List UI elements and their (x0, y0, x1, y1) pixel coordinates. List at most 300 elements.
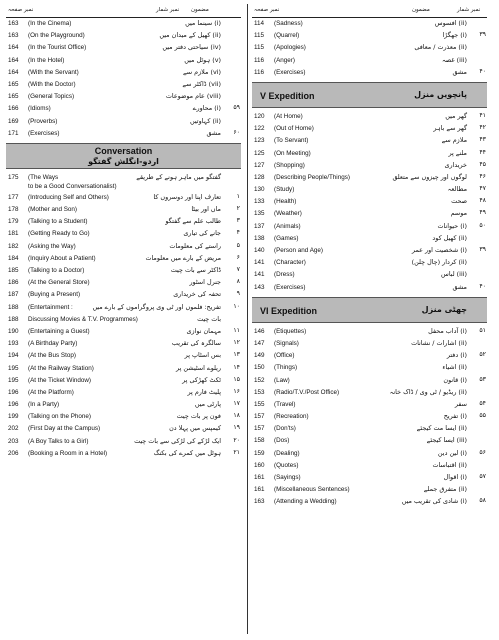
serial-number: ۳ (236, 217, 240, 225)
urdu-title: (ii) اشارات / نشانات (411, 338, 467, 347)
page-number: 178 (8, 206, 19, 214)
page-number: 116 (254, 68, 265, 76)
urdu-title: کیمپس میں پہلا دن (169, 424, 221, 433)
urdu-title: ہوٹل میں کمرے کی بکنگ (153, 448, 221, 457)
conversation-section-band (6, 143, 241, 169)
serial-number: ۶۰ (233, 128, 240, 136)
urdu-title: (vii) ڈاکٹر سے (182, 79, 221, 88)
english-title: Discussing Movies & T.V. Programmes) (28, 315, 138, 323)
page-number: 193 (8, 340, 19, 348)
english-title: (Exercises) (28, 129, 60, 137)
page-number: 195 (8, 376, 19, 384)
page-number: 141 (254, 259, 265, 267)
serial-number: ۵۰ (479, 221, 486, 229)
serial-number: ۱۸ (233, 412, 240, 420)
serial-number: ۱ (236, 192, 240, 200)
urdu-title: راستے کی معلومات (169, 241, 221, 250)
english-title: (Shopping) (274, 161, 305, 169)
page-number: 194 (8, 352, 19, 360)
page-number: 188 (8, 303, 19, 311)
serial-number: ۱۴ (233, 363, 240, 371)
urdu-title: مریض کے بارے میں معلومات (145, 253, 221, 262)
v-expedition-list (252, 111, 487, 294)
toc-entry (252, 148, 487, 160)
english-title: (Sayings) (274, 474, 301, 481)
serial-number: ۶ (236, 253, 240, 261)
english-title: (With the Servant) (28, 68, 79, 76)
toc-entry (252, 338, 487, 350)
urdu-title: (ii) اشیاء (442, 363, 467, 372)
toc-entry (252, 184, 487, 196)
urdu-title: مطالعہ (447, 185, 467, 194)
page-number: 195 (8, 364, 19, 372)
urdu-title: (ii) ایسا مت کیجئے (416, 424, 467, 433)
page-number: 140 (254, 247, 265, 254)
urdu-title: (iv) سیاحتی دفتر میں (162, 43, 221, 52)
english-title: (Describing People/Things) (274, 173, 350, 181)
toc-entry (252, 257, 487, 269)
english-title: (Proverbs) (28, 117, 58, 125)
section-title: V Expedition (260, 90, 315, 101)
serial-number: ۴۱ (479, 111, 486, 119)
toc-entry (252, 111, 487, 123)
page-number: 169 (8, 117, 19, 125)
english-title: (General Topics) (28, 93, 75, 101)
page-number: 116 (254, 56, 265, 64)
english-title: (Quotes) (274, 461, 299, 469)
page-number: 203 (8, 437, 19, 445)
toc-entry (6, 67, 241, 79)
toc-entry (6, 103, 241, 115)
serial-number: ۵۹ (233, 104, 240, 112)
toc-entry (6, 18, 241, 30)
conversation-list (6, 172, 241, 460)
page-number: 157 (254, 413, 265, 421)
page-number: 164 (8, 68, 19, 76)
serial-number: ۵۷ (479, 473, 486, 480)
serial-number: ۳۹ (479, 246, 486, 253)
serial-number-heading: نمبر شمار (156, 7, 180, 13)
english-title: (Anger) (274, 56, 295, 64)
english-title: (With the Doctor) (28, 80, 76, 88)
urdu-title: مشق (206, 128, 221, 137)
english-title: (Sadness) (274, 20, 303, 27)
english-title: (Dealing) (274, 449, 300, 457)
page-number: 163 (8, 32, 19, 40)
page-number: 202 (8, 425, 19, 433)
page-number: 160 (254, 461, 265, 469)
english-title: (Office) (274, 352, 295, 360)
english-title: (Character) (274, 259, 306, 267)
toc-entry (6, 55, 241, 67)
urdu-title: تفریح: فلموں اور ٹی وی پروگراموں کے بارے میں (92, 302, 221, 311)
urdu-title: (ii) اقتباسات (432, 460, 467, 469)
english-title: (Apologies) (274, 44, 306, 52)
urdu-title: (i) لین دین (437, 448, 467, 457)
urdu-title: پارٹی میں (194, 400, 221, 409)
serial-number: ۵ (236, 241, 240, 249)
serial-number: ۱۰ (233, 302, 240, 310)
urdu-title: بات چیت (197, 314, 221, 323)
toc-entry (252, 448, 487, 460)
toc-entry (6, 326, 241, 338)
urdu-title: مہمان نوازی (186, 326, 221, 335)
page-number: 123 (254, 137, 265, 145)
page-number: 130 (254, 186, 265, 194)
urdu-title: (ii) ریڈیو / ٹی وی / ڈاک خانہ (389, 387, 467, 396)
section-subtitle: چھٹی منزل (421, 304, 467, 314)
page-number: 185 (8, 267, 19, 274)
serial-number: ۱۳ (233, 351, 240, 359)
vi-expedition-band (252, 297, 487, 323)
urdu-title: سالگرہ کی تقریب (171, 339, 221, 348)
page-number: 186 (8, 279, 19, 287)
urdu-title: تحفہ کی خریداری (173, 290, 221, 299)
urdu-title: (i) شخصیت اور عمر (411, 246, 467, 254)
page-number: 128 (254, 173, 265, 181)
urdu-title: ریلوے اسٹیشن پر (176, 363, 221, 372)
urdu-title: (i) سینما میں (185, 19, 221, 27)
page-number: 149 (254, 352, 265, 360)
serial-number: ۱۷ (233, 400, 240, 408)
serial-number: ۵۲ (479, 351, 486, 359)
urdu-title: پلیٹ فارم پر (187, 387, 221, 396)
page-number: 152 (254, 376, 265, 384)
urdu-title: (v) ہوٹل میں (184, 55, 221, 64)
toc-entry (252, 135, 487, 147)
toc-entry (6, 128, 241, 140)
page-number: 146 (254, 327, 265, 335)
toc-entry (252, 362, 487, 374)
toc-entry (252, 42, 487, 54)
page-number: 182 (8, 242, 19, 250)
urdu-title: لوگوں اور چیزوں سے متعلق (392, 172, 467, 181)
page-number: 125 (254, 149, 265, 157)
page-number: 163 (254, 498, 265, 506)
serial-number: ۴۹ (479, 209, 486, 217)
toc-entry (6, 302, 241, 314)
english-title: (To Servant) (274, 137, 309, 145)
page-number: 190 (8, 327, 19, 335)
toc-entry (252, 326, 487, 338)
urdu-title: (i) تفریح (443, 412, 467, 421)
toc-entry (252, 160, 487, 172)
urdu-title: (ii) کردار (چال چلن) (411, 258, 467, 267)
english-title: (Idioms) (28, 105, 51, 113)
english-title: (At the General Store) (28, 279, 90, 287)
page-number: 177 (8, 193, 19, 201)
urdu-title: گھر میں (445, 111, 467, 120)
right-column (252, 4, 487, 509)
serial-number: ۲ (236, 205, 240, 213)
serial-number: ۲۱ (233, 448, 240, 456)
toc-entry (252, 245, 487, 257)
toc-entry (6, 423, 241, 435)
urdu-title: (viii) عام موضوعات (165, 92, 221, 101)
page-number: 138 (254, 234, 265, 242)
urdu-title: (iii) ایسا کیجئے (426, 436, 467, 445)
toc-entry (6, 399, 241, 411)
toc-entry (6, 265, 241, 277)
page-number: 115 (254, 32, 265, 40)
page-number: 158 (254, 437, 265, 445)
urdu-title: ایک لڑکے کی لڑکی سے بات چیت (134, 436, 221, 445)
english-title: (Getting Ready to Go) (28, 230, 90, 238)
urdu-title: موسم (450, 209, 467, 218)
urdu-title: مشق (452, 67, 467, 76)
right-top-list (252, 18, 487, 79)
toc-entry (252, 399, 487, 411)
english-title: (Quarrel) (274, 32, 300, 40)
english-title: (A Boy Talks to a Girl) (28, 437, 89, 445)
toc-entry (6, 79, 241, 91)
urdu-title: (ii) کھیل کود (432, 233, 467, 242)
toc-entry (6, 172, 241, 192)
page-number: 188 (8, 315, 19, 323)
urdu-title: تعارف اپنا اور دوسروں کا (153, 192, 221, 201)
section-title: Conversation (94, 145, 153, 156)
urdu-title: فون پر بات چیت (176, 412, 221, 421)
english-title: (Talking to a Doctor) (28, 267, 85, 274)
urdu-title: (ii) معذرت / معافی (414, 43, 467, 52)
page-number: 141 (254, 271, 265, 279)
english-title: (At the Ticket Window) (28, 376, 91, 384)
page-number: 114 (254, 20, 265, 27)
serial-number: ۴۰ (479, 282, 486, 290)
serial-number: ۵۴ (479, 399, 486, 407)
page-number: 163 (8, 20, 19, 27)
serial-number: ۵۸ (479, 497, 486, 505)
english-title: (Study) (274, 186, 295, 194)
page-number: 120 (254, 112, 265, 120)
urdu-title: (ii) متفرق جملے (423, 485, 467, 494)
toc-entry (252, 196, 487, 208)
serial-number-heading: نمبر شمار (457, 7, 481, 13)
serial-number: ۹ (236, 290, 240, 298)
toc-entry (252, 269, 487, 281)
page-number: 175 (8, 173, 19, 181)
toc-entry (6, 241, 241, 253)
english-title: (Weather) (274, 210, 302, 218)
english-title: (Exercises) (274, 283, 306, 291)
urdu-title: (iii) غصہ (442, 55, 467, 64)
toc-entry (252, 423, 487, 435)
toc-entry (6, 228, 241, 240)
english-title: (Attending a Wedding) (274, 498, 337, 506)
toc-entry (6, 216, 241, 228)
subject-heading: مضمون (412, 7, 430, 13)
english-title: (Talking on the Phone) (28, 413, 92, 421)
english-title: (The Ways (28, 173, 59, 181)
toc-entry (6, 289, 241, 301)
page-number: 165 (8, 93, 19, 101)
toc-entry (6, 411, 241, 423)
serial-number: ۱۹ (233, 424, 240, 432)
serial-number: ۵۶ (479, 448, 486, 456)
serial-number: ۵۵ (479, 412, 486, 420)
urdu-title: بس اسٹاپ پر (184, 351, 221, 360)
section-subtitle: پانچویں منزل (414, 89, 467, 99)
urdu-title: (iii) لباس (441, 270, 467, 279)
page-number: 164 (8, 44, 19, 52)
toc-entry (6, 350, 241, 362)
english-title: (Travel) (274, 400, 296, 408)
toc-entry (252, 496, 487, 508)
page-number: 196 (8, 401, 19, 409)
serial-number: ۱۲ (233, 339, 240, 347)
urdu-title: صحت (451, 197, 467, 206)
urdu-title: مشق (452, 282, 467, 291)
subject-heading: مضمون (191, 7, 209, 13)
serial-number: ۸ (236, 278, 240, 286)
toc-entry (6, 314, 241, 326)
page-number: 155 (254, 400, 265, 408)
page-number: 161 (254, 474, 265, 481)
toc-entry (6, 42, 241, 54)
toc-entry (6, 338, 241, 350)
toc-entry (6, 91, 241, 103)
toc-entry (252, 435, 487, 447)
toc-page (6, 4, 489, 636)
english-title: (Miscellaneous Sentences) (274, 486, 350, 494)
page-number: 165 (8, 80, 19, 88)
toc-entry (6, 204, 241, 216)
page-number: 147 (254, 339, 265, 347)
vi-expedition-list (252, 326, 487, 509)
section-subtitle: اردو-انگلش گفتگو (88, 156, 159, 166)
column-divider (247, 4, 248, 634)
page-number: 184 (8, 254, 19, 262)
page-number: 206 (8, 449, 19, 457)
urdu-title: (ii) کہاوتیں (190, 116, 221, 125)
toc-entry (6, 375, 241, 387)
serial-number: ۱۱ (233, 326, 240, 334)
page-number: 181 (8, 230, 19, 238)
english-title: (Signals) (274, 339, 299, 347)
english-title: (On Meeting) (274, 149, 311, 157)
urdu-title: خریداری (444, 160, 467, 169)
toc-entry (6, 387, 241, 399)
english-title: (Dress) (274, 271, 295, 279)
serial-number: ۳۹ (479, 31, 486, 39)
page-number: 115 (254, 44, 265, 52)
english-title: (Radio/T.V./Post Office) (274, 388, 340, 396)
section-title: VI Expedition (260, 305, 318, 316)
serial-number: ۴۴ (479, 148, 486, 156)
toc-entry (252, 282, 487, 294)
urdu-title: (i) اقوال (443, 473, 467, 481)
urdu-title: جانے کی تیاری (183, 229, 221, 238)
english-title: (In the Tourist Office) (28, 44, 87, 52)
english-title: (Person and Age) (274, 247, 324, 254)
page-number: 171 (8, 129, 19, 137)
serial-number: ۱۶ (233, 387, 240, 395)
serial-number: ۵۱ (479, 326, 486, 334)
english-title: (Introducing Self and Others) (28, 193, 109, 201)
page-number: 135 (254, 210, 265, 218)
english-title: (In a Party) (28, 401, 60, 409)
toc-entry (252, 350, 487, 362)
urdu-title: ٹکٹ کھڑکی پر (182, 375, 221, 384)
v-expedition-band (252, 82, 487, 108)
urdu-title: (vi) ملازم سے (183, 67, 221, 76)
page-number: 179 (8, 218, 19, 226)
toc-entry (6, 30, 241, 42)
english-title: (Health) (274, 198, 297, 206)
urdu-title: ماں اور بیٹا (191, 205, 221, 214)
toc-entry (252, 387, 487, 399)
toc-entry (252, 472, 487, 484)
english-title: (Mother and Son) (28, 206, 78, 214)
page-number: 196 (8, 388, 19, 396)
toc-entry (252, 484, 487, 496)
urdu-title: (i) قانون (443, 375, 467, 384)
page-number: 133 (254, 198, 265, 206)
serial-number: ۴۸ (479, 197, 486, 205)
english-title: (Games) (274, 234, 299, 242)
english-title: (At the Platform) (28, 388, 74, 396)
urdu-title: سفر (454, 399, 467, 408)
english-title: (Inquiry About a Patient) (28, 254, 96, 262)
serial-number: ۲۰ (233, 436, 240, 444)
urdu-title: گھر سے باہر (433, 124, 467, 133)
serial-number: ۴۵ (479, 160, 486, 168)
english-title: (First Day at the Campus) (28, 425, 101, 433)
toc-entry (252, 375, 487, 387)
toc-entry (6, 192, 241, 204)
english-title: (A Birthday Party) (28, 340, 78, 348)
serial-number: ۷ (236, 266, 240, 273)
urdu-title: (i) دفتر (446, 351, 467, 360)
urdu-title: (i) محاورے (192, 104, 221, 113)
english-title: (At the Bus Stop) (28, 352, 76, 360)
page-number: 143 (254, 283, 265, 291)
urdu-title: طالب علم سے گفتگو (165, 217, 221, 226)
serial-number: ۴ (236, 229, 240, 237)
page-number-heading: نمبر صفحہ (254, 7, 280, 13)
urdu-title: (i) حیوانات (437, 221, 467, 230)
toc-entry (6, 253, 241, 265)
english-title: (At the Railway Station) (28, 364, 94, 372)
page-number-heading: نمبر صفحہ (8, 7, 34, 13)
toc-entry (252, 460, 487, 472)
left-column-header (6, 4, 241, 18)
toc-entry (252, 411, 487, 423)
urdu-title: (ii) کھیل کے میدان میں (159, 31, 221, 40)
urdu-title: (i) آداب محفل (428, 326, 467, 335)
toc-entry (252, 30, 487, 42)
toc-entry (6, 277, 241, 289)
english-title: (Entertaining a Guest) (28, 327, 90, 335)
toc-entry (252, 233, 487, 245)
page-number: 166 (8, 105, 19, 113)
serial-number: ۴۷ (479, 185, 486, 193)
serial-number: ۴۳ (479, 136, 486, 144)
page-number: 187 (8, 291, 19, 299)
english-title: (In the Cinema) (28, 20, 72, 27)
english-title: (Exercises) (274, 68, 306, 76)
toc-entry (6, 436, 241, 448)
serial-number: ۴۶ (479, 172, 486, 180)
urdu-title: ڈاکٹر سے بات چیت (170, 266, 221, 274)
toc-entry (6, 116, 241, 128)
english-title: (Don'ts) (274, 425, 296, 433)
english-title: (Recreation) (274, 413, 309, 421)
urdu-title: ملنے پر (448, 148, 467, 157)
serial-number: ۱۵ (233, 375, 240, 383)
toc-entry (252, 18, 487, 30)
urdu-title: (i) شادی کی تقریب میں (401, 497, 467, 506)
